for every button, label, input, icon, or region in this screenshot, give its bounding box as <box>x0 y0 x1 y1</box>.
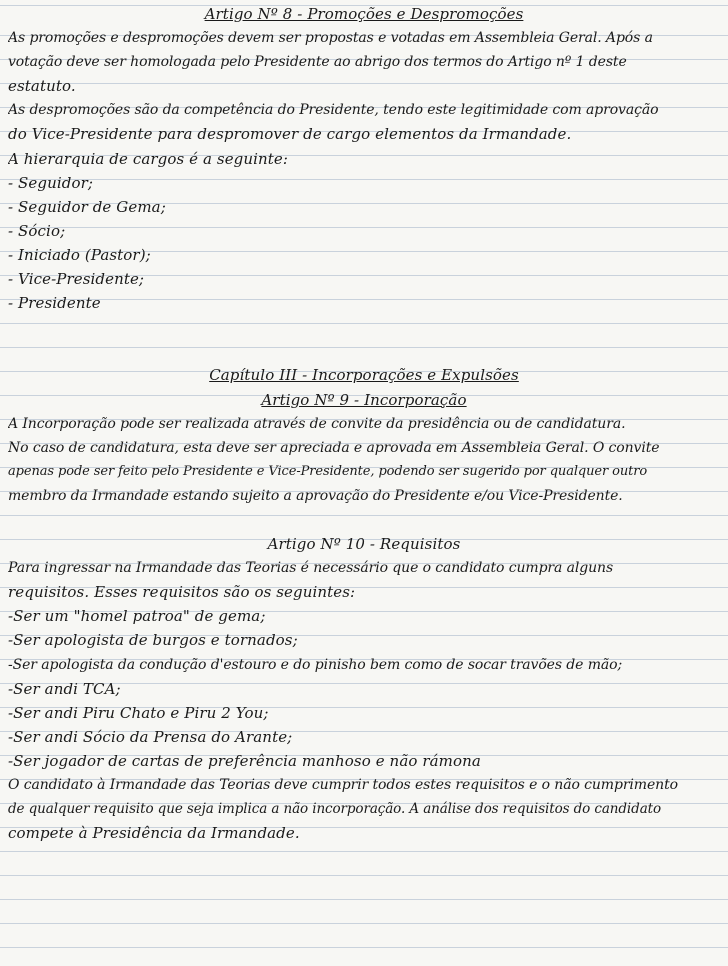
hierarchy-item: - Presidente <box>8 294 101 313</box>
requirement-item: -Ser um "homel patroa" de gema; <box>8 607 266 626</box>
para2-line-1: As despromoções são da competência do Presidente, tendo este legitimidade com aprovação <box>8 102 659 119</box>
article-8-heading: Artigo Nº 8 - Promoções e Despromoções <box>204 5 524 23</box>
para2-line-2: do Vice-Presidente para despromover de cargo elementos da Irmandade. <box>8 125 572 144</box>
requirement-item: -Ser andi Piru Chato e Piru 2 You; <box>8 703 269 722</box>
para3-line-1: A Incorporação pode ser realizada através de convite da presidência ou de candidatura. <box>8 415 626 432</box>
article-10-heading: Artigo Nº 10 - Requisitos <box>267 535 461 554</box>
para3-line-2: No caso de candidatura, esta deve ser apreciada e aprovada em Assembleia Geral. O convite <box>8 439 660 456</box>
para3-line-4: membro da Irmandade estando sujeito a aprovação do Presidente e/ou Vice-Presidente. <box>8 487 623 504</box>
hierarchy-item: - Seguidor; <box>8 173 94 192</box>
para5-line-2: de qualquer requisito que seja implica a não incorporação. A análise dos requisitos do candidato <box>8 801 661 818</box>
hierarchy-item: - Seguidor de Gema; <box>8 197 166 216</box>
requirement-item: -Ser apologista da condução d'estouro e do pinisho bem como de socar travões de mão; <box>8 656 623 673</box>
hierarchy-item: - Vice-Presidente; <box>8 270 145 289</box>
para5-line-1: O candidato à Irmandade das Teorias deve cumprir todos estes requisitos e o não cumprimento <box>8 777 678 793</box>
handwritten-text <box>8 2 720 845</box>
para1-line-1: As promoções e despromoções devem ser propostas e votadas em Assembleia Geral. Após a <box>8 30 653 47</box>
requirement-item: -Ser jogador de cartas de preferência manhoso e não rámona <box>8 751 481 770</box>
para3-line-3: apenas pode ser feito pelo Presidente e Vice-Presidente, podendo ser sugerido por qualquer outro <box>8 463 648 479</box>
chapter-3-heading: Capítulo III - Incorporações e Expulsões <box>209 366 519 385</box>
hierarchy-item: - Iniciado (Pastor); <box>8 245 151 264</box>
para1-line-2: votação deve ser homologada pelo Presidente ao abrigo dos termos do Artigo nº 1 deste <box>8 54 627 71</box>
hierarchy-intro: A hierarquia de cargos é a seguinte: <box>8 149 289 168</box>
requirement-item: -Ser andi Sócio da Prensa do Arante; <box>8 727 293 746</box>
hierarchy-item: - Sócio; <box>8 221 66 240</box>
para4-line-2: requisitos. Esses requisitos são os seguintes: <box>8 583 356 602</box>
para4-line-1: Para ingressar na Irmandade das Teorias é necessário que o candidato cumpra alguns <box>8 560 614 577</box>
requirement-item: -Ser apologista de burgos e tornados; <box>8 631 298 650</box>
para5-line-3: compete à Presidência da Irmandade. <box>8 824 300 843</box>
article-9-heading: Artigo Nº 9 - Incorporação <box>261 390 467 409</box>
requirement-item: -Ser andi TCA; <box>8 679 121 698</box>
para1-line-3: estatuto. <box>8 77 76 96</box>
